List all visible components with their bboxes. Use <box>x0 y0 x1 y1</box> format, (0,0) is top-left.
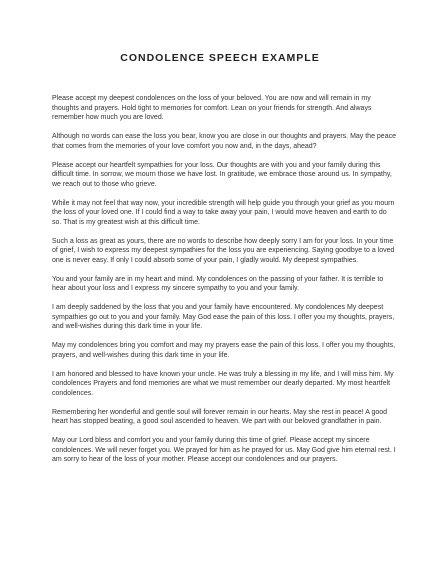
paragraph-10: Remembering her wonderful and gentle soul will forever remain in our hearts. May she rest in peace! A good heart has stopped beating, a good soul ascended to heaven. We part with our beloved grandfather in pain. <box>52 408 388 425</box>
paragraph-2: Although no words can ease the loss you bear, know you are close in our thoughts and prayers. May the peace that comes from the memories of your love comfort you now and, in the days, ahead? <box>52 133 396 150</box>
paragraph-11: May our Lord bless and comfort you and your family during this time of grief. Please accept my sincere condolences. We will never forget you. We prayed for him as he prayed for us. May God give him eternal rest. I am sorry to hear of the loss of your mother. Please accept our condolences and our prayers. <box>52 437 396 463</box>
paragraph-6: You and your family are in my heart and mind. My condolences on the passing of your father. It is terrible to hear about your loss and I express my sincere sympathy to you and your family. <box>52 275 384 292</box>
paragraph-8: May my condolences bring you comfort and may my prayers ease the pain of this loss. I offer you my thoughts, prayers, and well-wishes during this dark time in your life. <box>52 342 396 359</box>
paragraph-4: While it may not feel that way now, your incredible strength will help guide you through your grief as you mourn the loss of your loved one. If I could find a way to take away your pain, I would move heaven and earth to do so. That is my greatest wish at this difficult time. <box>52 199 395 226</box>
paragraph-5: Such a loss as great as yours, there are no words to describe how deeply sorry I am for your loss. In your time of grief, I wish to express my deepest sympathies for the loss you are experiencing. Saying goodbye to a loved one is never easy. If only I could absorb some of your pain, I gladly would. My deepest sympathies. <box>52 237 395 264</box>
paragraph-9: I am honored and blessed to have known your uncle. He was truly a blessing in my life, and I will miss him. My condolences Prayers and fond memories are what we must remember our dearly departed. My most heartfelt condolences. <box>52 370 394 397</box>
paragraph-7: I am deeply saddened by the loss that you and your family have encountered. My condolences My deepest sympathies go out to you and your family. May God ease the pain of this loss. I offer you my thoughts, prayers, and well-wishes during this dark time in your life. <box>52 304 395 330</box>
page-title: CONDOLENCE SPEECH EXAMPLE <box>120 52 320 64</box>
paragraph-1: Please accept my deepest condolences on the loss of your beloved. You are now and will remain in my thoughts and prayers. Hold tight to memories for comfort. Lean on your friends for strength. And always remember how much you are loved. <box>52 95 372 121</box>
paragraph-3: Please accept our heartfelt sympathies for your loss. Our thoughts are with you and your family during this difficult time. In sorrow, we mourn those we have lost. In gratitude, we embrace those around us. In sympathy, we reach out to those who grieve. <box>52 161 392 188</box>
document-body <box>52 94 397 474</box>
